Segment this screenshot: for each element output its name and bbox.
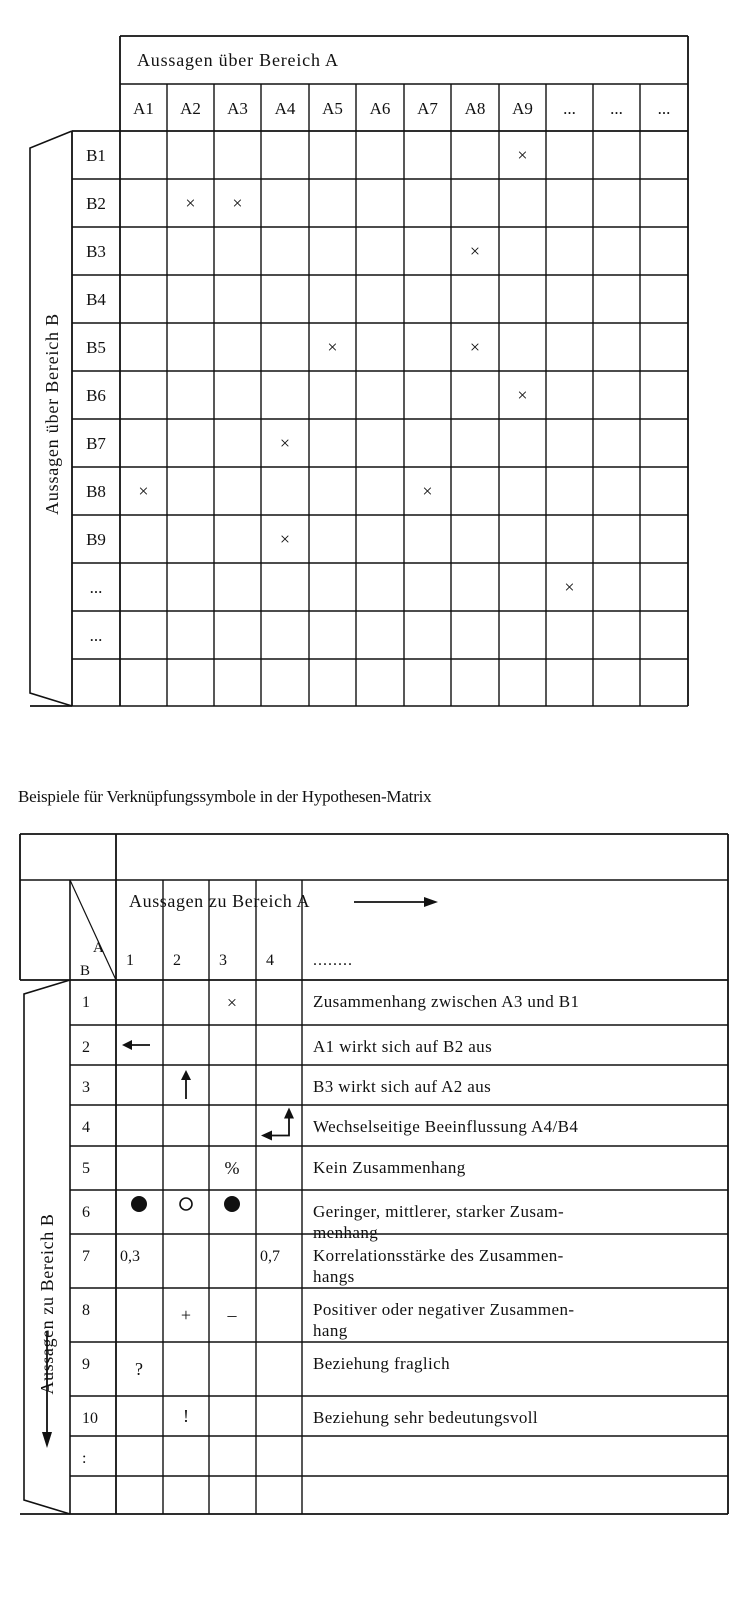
link-mark: × (185, 193, 196, 213)
cell-symbol: – (227, 1305, 237, 1325)
symbol-row (82, 1037, 492, 1056)
column-label: A3 (227, 99, 248, 118)
corner-label-a: A (93, 940, 104, 956)
row-label: B1 (86, 146, 106, 165)
matrix2-side-area-b: Aussagen zu Bereich B (37, 1213, 57, 1395)
left-arrow-icon (122, 1040, 150, 1050)
column-label: A9 (512, 99, 533, 118)
link-mark: × (138, 481, 149, 501)
cell-symbol: + (180, 1305, 192, 1325)
row-description: Beziehung sehr bedeutungsvoll (313, 1408, 538, 1427)
column-label: A4 (274, 99, 296, 118)
row-number: 7 (82, 1248, 90, 1265)
column-label: A7 (417, 99, 438, 118)
column-label: A6 (369, 99, 391, 118)
symbol-row (82, 1354, 450, 1379)
row-label: B9 (86, 530, 106, 549)
row-description: Positiver oder negativer Zusammen- (313, 1300, 575, 1319)
column-label: ... (563, 99, 576, 118)
row-number: 4 (82, 1119, 90, 1136)
row-number: 5 (82, 1160, 90, 1177)
row-description: Beziehung fraglich (313, 1354, 451, 1373)
column-label: A5 (322, 99, 343, 118)
column-label: A1 (133, 99, 154, 118)
column-label: A8 (464, 99, 486, 118)
link-mark: × (327, 337, 338, 357)
row-label: B8 (86, 482, 106, 501)
column-label: ... (657, 99, 671, 118)
link-mark: × (517, 145, 528, 165)
cell-symbol: 0,3 (120, 1248, 140, 1265)
row-description: hang (313, 1321, 348, 1340)
open-dot-icon (180, 1198, 192, 1210)
symbol-row (82, 1246, 564, 1286)
filled-dot-icon (131, 1196, 147, 1212)
row-label: B4 (86, 290, 106, 309)
row-label: B5 (86, 338, 106, 357)
cell-symbol: ? (135, 1359, 143, 1379)
row-number: 6 (82, 1204, 90, 1221)
row-label: ... (89, 626, 103, 645)
row-description: B3 wirkt sich auf A2 aus (313, 1077, 492, 1096)
row-description: menhang (313, 1223, 379, 1242)
row-number: : (82, 1450, 87, 1467)
column-number: 2 (173, 952, 181, 969)
link-mark: × (279, 529, 291, 549)
up-arrow-icon (181, 1070, 191, 1099)
cell-symbol: 0,7 (260, 1248, 280, 1265)
row-number: 8 (82, 1302, 90, 1319)
link-mark: × (279, 433, 291, 453)
symbol-row (82, 1158, 466, 1178)
symbol-row (82, 1300, 574, 1340)
row-label: B7 (86, 434, 106, 453)
column-label: A2 (180, 99, 201, 118)
row-description: Kein Zusammenhang (313, 1158, 466, 1177)
column-number: 3 (219, 952, 227, 969)
row-description: Geringer, mittlerer, starker Zusam- (313, 1202, 565, 1221)
link-mark: × (469, 337, 481, 357)
matrix-header-area-a: Aussagen über Bereich A (137, 50, 339, 70)
column-label: ... (610, 99, 623, 118)
symbol-row (82, 1108, 578, 1141)
cell-symbol: ! (183, 1406, 189, 1426)
cell-symbol: × (226, 992, 238, 1013)
row-description: Wechselseitige Beeinflussung A4/B4 (313, 1117, 579, 1136)
column-number: 4 (266, 952, 274, 969)
row-description: A1 wirkt sich auf B2 aus (313, 1037, 493, 1056)
column-number: 1 (126, 952, 134, 969)
row-number: 2 (82, 1039, 90, 1056)
row-label: ... (89, 578, 103, 597)
row-number: 9 (82, 1356, 90, 1373)
link-mark: × (564, 577, 575, 597)
row-number: 3 (82, 1079, 90, 1096)
row-label: B3 (86, 242, 106, 261)
symbol-row (82, 1450, 86, 1467)
link-mark: × (422, 481, 433, 501)
cell-symbol: % (224, 1158, 240, 1178)
symbol-row (82, 1196, 564, 1242)
corner-label-b: B (80, 963, 91, 979)
link-mark: × (469, 241, 481, 261)
row-label: B2 (86, 194, 106, 213)
symbol-row (82, 1406, 538, 1427)
matrix2-header-area-a: Aussagen zu Bereich A (129, 891, 311, 911)
row-number: 1 (82, 994, 90, 1011)
link-mark: × (232, 193, 243, 213)
filled-dot-icon (224, 1196, 240, 1212)
right-arrow-icon (354, 897, 438, 907)
row-description: Korrelationsstärke des Zusammen- (313, 1246, 564, 1265)
mutual-arrow-icon (261, 1108, 294, 1141)
link-mark: × (517, 385, 528, 405)
figure-caption: Beispiele für Verknüpfungssymbole in der Hypothesen-Matrix (18, 787, 432, 806)
symbol-row (82, 992, 579, 1013)
symbol-row (82, 1070, 491, 1099)
row-number: 10 (82, 1410, 98, 1427)
row-label: B6 (86, 386, 106, 405)
description-header: ........ (313, 952, 353, 969)
matrix-side-area-b: Aussagen über Bereich B (42, 313, 62, 515)
row-description: Zusammenhang zwischen A3 und B1 (313, 992, 580, 1011)
row-description: hangs (313, 1267, 355, 1286)
